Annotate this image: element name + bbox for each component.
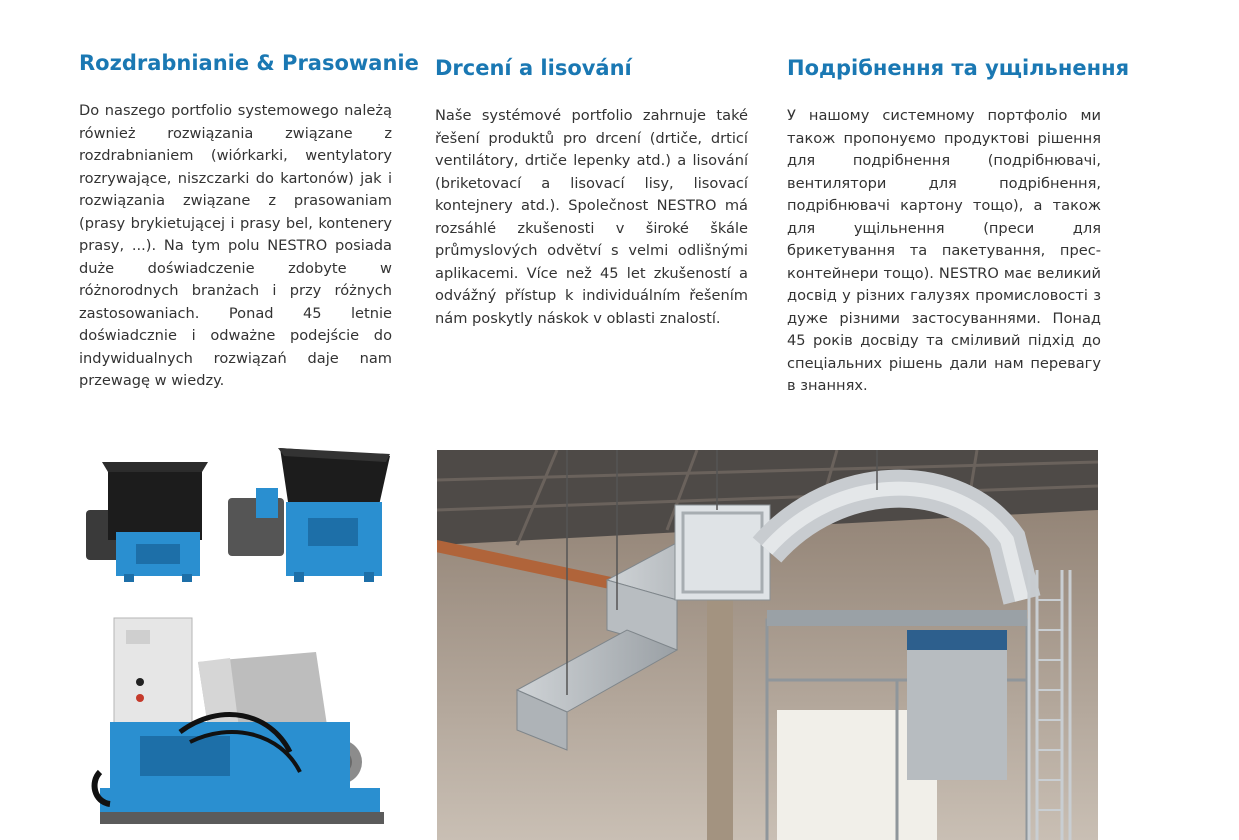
- heading-polish: Rozdrabnianie & Prasowanie: [79, 51, 419, 75]
- shredder-machines-image: [80, 440, 396, 590]
- paragraph-ukrainian: У нашому системному портфоліо ми також пропонуємо продуктові рішення для подрібнення (подрібнювачі, вентилятори для подрібнення, подрібнювачі картону тощо), а також для ущільнення (преси для брикетування та пакетування, прес-контейнери тощо). NESTRO має великий досвід у різних галузях промисловості з дуже різними застосуваннями. Понад 45 років досвіду та сміливий підхід до спеціальних рішень дали нам перевагу в знаннях.: [787, 107, 1101, 394]
- paragraph-czech: Naše systémové portfolio zahrnuje také řešení produktů pro drcení (drtiče, drticí ventilátory, drtiče lepenky atd.) a lisování (briketovací a lisovací lisy, lisovací kontejnery atd.). Společnost NESTRO má rozsáhlé zkušenosti v široké škále průmyslových odvětví s velmi odlišnými aplikacemi. Více než 45 let zkušeností a odvážný přístup k individuálním řešením nám poskytly náskok v oblasti znalostí.: [435, 107, 748, 327]
- industrial-duct-installation-image: [437, 450, 1098, 840]
- briquetting-press-image: [80, 612, 396, 840]
- column-polish: [79, 46, 419, 393]
- heading-ukrainian: Подрібнення та ущільнення: [787, 56, 1130, 80]
- column-ukrainian: [787, 51, 1130, 398]
- heading-czech: Drcení a lisování: [435, 56, 632, 80]
- paragraph-polish: Do naszego portfolio systemowego należą również rozwiązania związane z rozdrabnianiem (wiórkarki, wentylatory rozrywające, niszczarki do kartonów) jak i rozwiązania związane z prasowaniam (prasy brykietującej i prasy bel, kontenery prasy, ...). Na tym polu NESTRO posiada duże doświadczenie zdobyte w różnorodnych branżach i przy różnych zastosowaniach. Ponad 45 letnie doświadcznie i odważne podejście do indywidualnych rozwiązań daje nam przewagę w wiedzy.: [79, 102, 392, 389]
- column-czech: [435, 51, 748, 330]
